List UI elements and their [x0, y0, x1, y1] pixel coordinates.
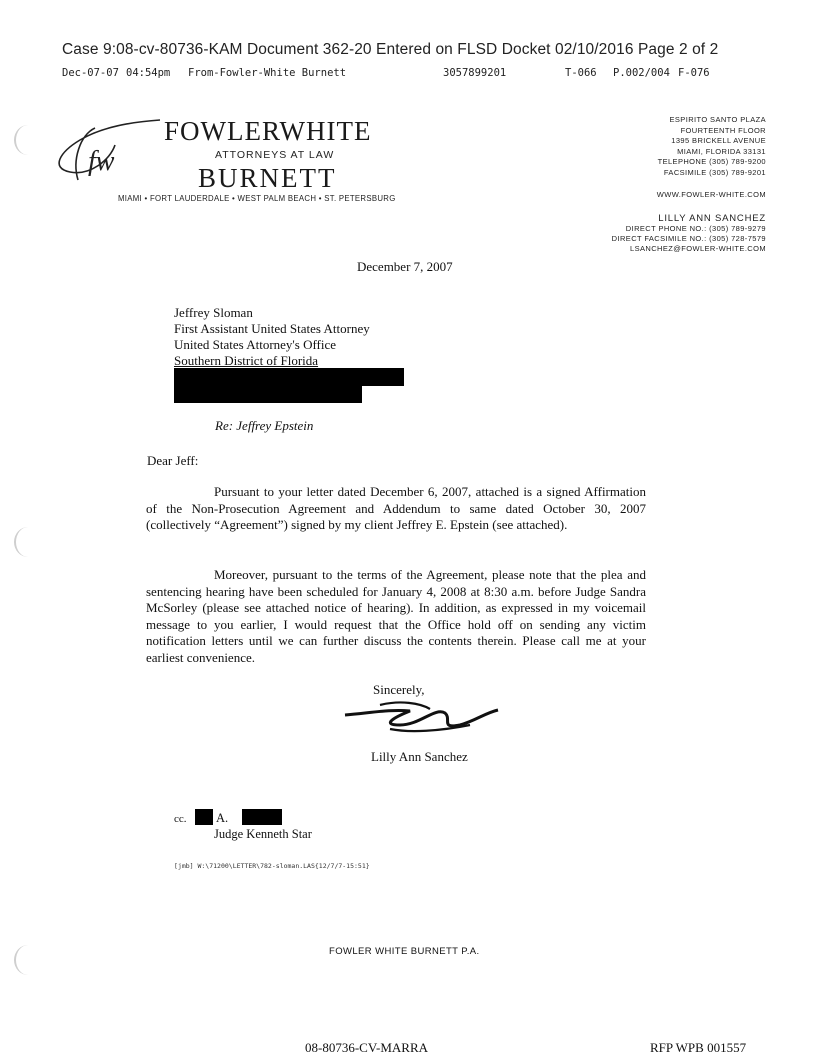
svg-text:fw: fw	[88, 146, 115, 177]
fax-time: 04:54pm	[126, 67, 171, 79]
closing: Sincerely,	[373, 682, 425, 697]
sender-block: LILLY ANN SANCHEZ DIRECT PHONE NO.: (305) 789-9279 DIRECT FACSIMILE NO.: (305) 728-7579 LSANCHEZ@FOWLER-WHITE.COM	[611, 213, 766, 253]
file-reference: [jmb] W:\71200\LETTER\782-sloman.LAS{12/7/7-15:51}	[174, 862, 370, 870]
firm-offices: MIAMI • FORT LAUDERDALE • WEST PALM BEACH • ST. PETERSBURG	[118, 194, 396, 203]
redaction-box	[174, 368, 404, 386]
bates-case-number: 08-80736-CV-MARRA	[305, 1040, 429, 1055]
letter-date: December 7, 2007	[357, 259, 453, 274]
punch-hole	[14, 527, 42, 557]
redaction-box	[242, 809, 282, 825]
redaction-box	[174, 386, 362, 403]
firm-address: ESPIRITO SANTO PLAZA FOURTEENTH FLOOR 1395 BRICKELL AVENUE MIAMI, FLORIDA 33131 TELEPHONE (305) 789-9200 FACSIMILE (305) 789-9201	[657, 115, 766, 177]
salutation: Dear Jeff:	[147, 453, 199, 468]
recipient-block: Jeffrey Sloman First Assistant United States Attorney United States Attorney's Office Southern District of Florida	[174, 305, 370, 368]
sender-name: LILLY ANN SANCHEZ	[658, 213, 766, 224]
fax-date: Dec-07-07	[62, 67, 119, 79]
firm-website: WWW.FOWLER-WHITE.COM	[656, 190, 766, 199]
body-paragraph-2: Moreover, pursuant to the terms of the Agreement, please note that the plea and sentencing hearing have been scheduled for January 4, 2008 at 8:30 a.m. before Judge Sandra McSorley (please see attached notice of hearing). In addition, as expressed in my voicemail message to you earlier, I would request that the Office hold off on sending any victim notification letters until we can further discuss the contents therein. Please call me at your earliest convenience.	[146, 567, 646, 665]
firm-name-line2: BURNETT	[198, 163, 337, 193]
cc-recipient: Judge Kenneth Star	[214, 827, 312, 841]
fax-f-code: F-076	[678, 67, 710, 79]
fax-number: 3057899201	[443, 67, 507, 79]
fax-page: P.002/004	[613, 67, 670, 79]
punch-hole	[14, 945, 42, 975]
signature	[340, 695, 505, 740]
redaction-box	[195, 809, 213, 825]
firm-tagline: ATTORNEYS AT LAW	[215, 149, 335, 161]
bates-number: RFP WPB 001557	[650, 1040, 747, 1055]
fax-t-code: T-066	[565, 67, 597, 79]
firm-name-line1: FOWLERWHITE	[164, 116, 372, 146]
letter-footer: FOWLER WHITE BURNETT P.A.	[329, 946, 480, 957]
fax-from: From-Fowler-White Burnett	[188, 67, 347, 79]
firm-logo-monogram	[20, 110, 170, 190]
body-paragraph-1: Pursuant to your letter dated December 6, 2007, attached is a signed Affirmation of the Non-Prosecution Agreement and Addendum to same dated October 30, 2007 (collectively “Agreement”) signed by my client Jeffrey E. Epstein (see attached).	[146, 484, 646, 532]
cc-initial: A.	[216, 811, 229, 825]
re-line: Re: Jeffrey Epstein	[215, 418, 314, 433]
signer-name: Lilly Ann Sanchez	[371, 749, 468, 764]
cc-label: cc.	[174, 813, 187, 825]
court-filing-header: Case 9:08-cv-80736-KAM Document 362-20 Entered on FLSD Docket 02/10/2016 Page 2 of 2	[62, 41, 719, 58]
